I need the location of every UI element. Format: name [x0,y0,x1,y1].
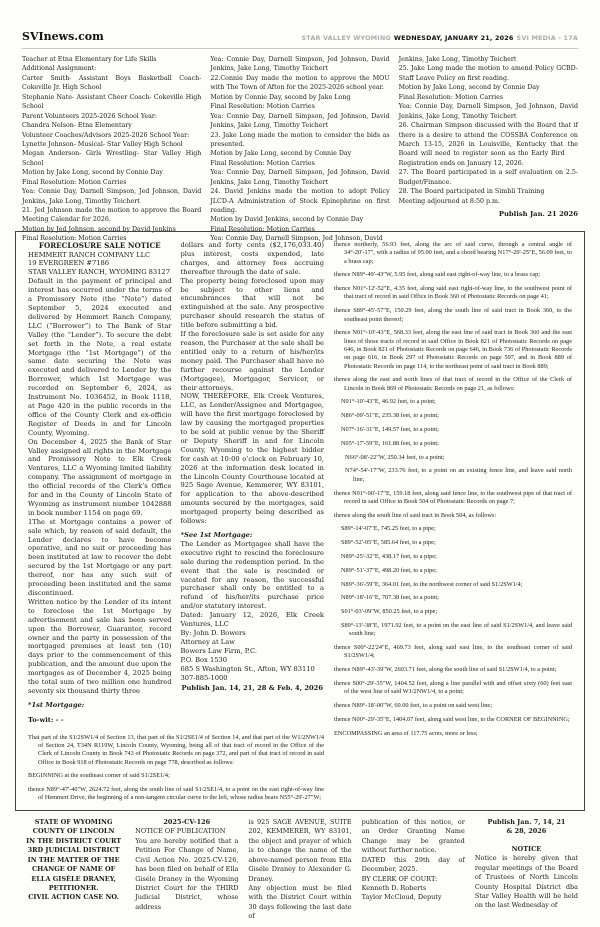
text-line: Final Resolution: Motion Carries [210,159,315,167]
text-line: Final Resolution: Motion Carries [210,225,315,233]
text-line: 24. David Jenkins made the motion to adopt Policy JLCD-A Administration of Stock Epinephrine on first reading. [210,188,390,214]
text-line: STATE OF WYOMING [34,818,113,826]
text-line: N89°-25'-32"E, 438.17 feet, to a pipe; [341,553,437,561]
text-line: BY CLERK OF COURT: [361,874,438,883]
text-line: thence N89°-49'-43"W, 5.95 feet, along said east right-of-way line, to a brass cap; [334,271,541,279]
text-line: Publish Jan. 14, 21, 28 & Feb. 4, 2026 [181,684,323,693]
text-line: N07°-16'-31"E, 149.57 feet, to a point; [341,426,439,434]
text-line: Publish Jan. 21 2026 [498,210,578,218]
text-line: S89°-13'-38"E, 1971.92 feet, to a point on the east line of said S1/2SW1/4, and leave said south line; [341,622,572,638]
text-line: The property being foreclosed upon may be subject to other liens and encumbrances that will not be extinguished at the sale. Any prospective purchaser should research the status of title before submitting a bid. [180,276,324,330]
text-line: Yea: Connie Day, Darnell Simpson, Jed Johnson, David Jenkins, Jake Long, Timothy Teichert [210,112,390,130]
minutes-column-1 [22,55,201,244]
text-line: Final Resolution: Motion Carries [210,103,315,111]
text-line: PETITIONER. [48,883,99,892]
text-line: thence along the east and north lines of that tract of record in the Office of the Clerk of Lincoln in Book 869 of Photostatic Records on page 21, as follows: [334,376,572,392]
text-line: N66°-08'-22"W, 250.34 feet, to a point; [345,453,445,461]
name-change-column-3 [248,818,351,922]
text-line: Final Resolution: Motion Carries [22,178,127,186]
text-line: S89°-52'-05"E, 585.64 feet, to a pipe; [341,539,436,547]
text-line: NOTICE [511,844,542,853]
text-line: thence N01°-00'-17"E, 159.18 feet, along said fence line, to the southwest pipe of that tract of record in said Office in Book 504 of Photostatic Records on page 7; [334,489,572,505]
text-line: The Lender as Mortgagee shall have the executive right to rescind the foreclosure sale during the redemption period. In the event that the sale is rescinded or vacated for any reason, the successful purchaser shall only be entitled to a refund of his/her/its purchase price and/or statutory interest. [180,539,324,611]
text-line: 2025-CV-126 [163,818,211,826]
text-line: publication of this notice, or an Order Granting Name Change may be granted without further notice. [361,818,465,855]
legal-description-intro [28,734,324,809]
dateline-media: SVI MEDIA - 17A [516,34,578,42]
text-line: thence N89°-43'-39"W, 2603.71 feet, along the south line of said S1/2SW1/4, to a point; [334,666,557,674]
text-line: Meeting adjourned at 8:50 p.m. [398,197,501,205]
text-line: Parent Volunteers 2025-2026 School Year: [22,112,158,120]
text-line: 23. Jake Long made the motion to consider the bids as presented. [210,131,390,148]
text-line: thence N01°-12'-52"E, 4.35 feet, along said east right-of-way line, to the southwest point of that tract of record in said Office in Book 360 of Photostatic Records on page 41; [334,285,572,301]
text-line: Publish Jan. 7, 14, 21 [487,818,566,826]
text-line: thence S89°-45'-57"E, 150.29 feet, along the south line of said tract in Book 360, to the southeast point thereof; [334,307,572,323]
text-line: Notice is hereby given that regular meetings of the Board of Trustees of North Lincoln County Hospital District dba Star Valley Health will be held on the last Wednesday of [474,854,579,910]
text-line: Final Resolution: Motion Carries [398,93,504,101]
dateline [298,34,578,42]
text-line: CHANGE OF NAME OF [31,865,116,874]
court-caption-column [22,818,125,922]
text-line: Motion by Jake Long, second by Connie Day [398,84,540,92]
foreclosure-left-half [28,241,324,801]
text-line: Default in the payment of principal and interest has occurred under the terms of a Promissory Note (the “Note”) dated September 5, 2024 executed and delivered by Hemmert Ranch Company, LLC (“Borrower”) to The Bank of Star Valley (the “Lender”). To secure the debt set forth in the Note, a real estate Mortgage (the “1st Mortgage”) of the same date securing the Note was executed and delivered to Lender by the Borrower, which 1st Mortgage was recorded on September 6, 2024, as Instrument No. 1036452, in Book 1118, at Page 420 in the public records in the office of the County Clerk and ex-officio Register of Deeds in and for Lincoln County, Wyoming. [28,277,172,437]
foreclosure-text-columns [28,241,324,725]
text-line: Yea: Connie Day, Darnell Simpson, Jed Johnson, David Jenkins, Jake Long, Timothy Teichert [22,188,202,205]
text-line: 26. Chairman Simpson discussed with the Board that if there is a desire to attend the COSSBA Conference on March 13-15, 2026 in Louisville, Kentucky that the Board will need to register soon as the Early Bird Registration ends on January 12, 2026. [398,122,578,167]
foreclosure-column-1-text [28,251,172,725]
text-line: thence N89°-18'-00"W, 60.00 feet, to a point on said west line; [334,702,492,710]
text-line: dollars and forty cents ($2,176,033.40) plus interest, costs expended, late charges, and attorney fees accruing thereafter through the date of sale. [180,241,324,276]
name-change-column-2 [135,818,238,922]
text-line: Teacher at Etna Elementary for Life Skills [22,56,157,63]
text-line: 685 S Washington St., Afton, WY 83110 [180,664,315,673]
text-line: thence N89°-47'-40"W, 2624.72 feet, along the south line of said S1/2SE1/4, to a point on the east right-of-way line of Hemmert Drive, the beginning of a non-tangent circular curve to the left, whose radius bears N55°-29'-27"W; [28,786,324,802]
text-line: Stephanie Nate- Assistant Cheer Coach- Cokeville High School [22,93,202,111]
text-line: 25. Jake Long made the motion to amend Policy GCBD-Staff Leave Policy on first reading. [398,65,578,82]
text-line: N05°-17'-59"E, 161.88 feet, to a point; [341,439,439,447]
foreclosure-column-1 [28,241,172,725]
bottom-notices-section [22,818,578,922]
text-line: DATED this 29th day of December, 2025. [361,855,465,874]
text-line: Motion by Jake Long, second by Connie Day [22,169,163,177]
text-line: S01°-03'-09"W, 850.25 feet, to a pipe; [341,608,438,616]
text-line: STAR VALLEY RANCH, WYOMING 83127 [28,268,170,277]
text-line: Yea: Connie Day, Darnell Simpson, Jed Johnson, David Jenkins, Jake Long, Timothy Teichert [398,103,578,120]
text-line: & 28, 2026 [506,827,547,836]
text-line: is 925 SAGE AVENUE, SUITE 202, KEMMERER, WY 83101, the object and prayer of which is to change the name of the above-named person from Ella Giséle Draney to Alexander G. Draney. [248,818,352,883]
text-line: IN THE MATTER OF THE [27,855,120,864]
page-header [22,30,578,49]
text-line: thence northerly, 56.93 feet, along the arc of said curve, through a central angle of 34°-20'-17", with a radius of 95.00 feet, and a chord bearing N17°-20'-25"E, 56.09 feet, to a brass cap; [334,241,572,265]
hospital-notice-column [475,818,578,922]
text-line: 22.Connie Day made the motion to approve the MOU with The Town of Afton for the 2025-2026 school year. [210,74,390,92]
text-line: CIVIL ACTION CASE NO. [28,893,119,902]
legal-description-courses [334,241,572,801]
minutes-column-2 [210,55,389,244]
text-line: Motion by Connie Day, second by Jake Long [210,93,351,101]
text-line: Bowers Law Firm, P.C. [180,646,257,655]
text-line: 28. The Board participated in Simbli Training [398,188,545,196]
text-line: P.O. Box 1530 [180,655,227,664]
text-line: Dated: January 12, 2026, Elk Creek Ventures, LLC [180,611,324,629]
name-change-column-4 [362,818,465,922]
text-line: That part of the S1/2SW1/4 of Section 13, that part of the S1/2SE1/4 of Section 14, and that part of the W1/2NW1/4 of Section 24, T34N R119W, Lincoln County, Wyoming, being all of that tract of record in the Office of the Clerk of Lincoln County in Book 743 of Photostatic Records on page 372, and part of that tract of record in said Office in Book 918 of Photostatic Records on page 778, described as follows: [28,733,324,766]
text-line: N01°-10'-43"E, 46.92 feet, to a point; [341,398,436,406]
text-line: 3RD JUDICIAL DISTRICT [27,846,120,855]
text-line: Carter Smith- Assistant Boys Basketball Coach- Cokeville Jr. High School [22,74,202,92]
text-line: thence S00°-22'24"E, 469.73 feet, along said east line, to the southeast corner of said S1/2SW1/4; [334,644,572,660]
text-line: N74°-54'-17"W, 233.76 feet, to a point on an existing fence line, and leave said north line; [345,467,572,483]
text-line: Lynette Johnson- Musical- Star Valley High School [22,140,183,148]
text-line: Yea: Connie Day, Darnell Simpson, Jed Johnson, David Jenkins, Jake Long, Timothy Teichert [210,56,390,73]
foreclosure-notice-box [15,231,585,811]
text-line: *See 1st Mortgage: [180,531,253,539]
text-line: 21. Jed Johnson made the motion to approve the Board Meeting Calendar for 2026. [22,207,202,224]
text-line: Taylor McCloud, Deputy [361,893,442,902]
text-line: N89°-36'-59"E, 364.01 feet, to the northwest corner of said S1/2SW1/4; [341,580,523,588]
text-line: Motion by Jake Long, second by Connie Day [210,150,352,158]
text-line: NOW, THEREFORE, Elk Creek Ventures, LLC, as Lender/Assignee and Mortgagee, will have the first mortgage foreclosed by law by causing the mortgaged properties to be sold at public venue by the Sheriff or Deputy Sheriff in and for Lincoln County, Wyoming to the highest bidder for cash at 10:00 o’clock on February 10, 2026 at the information desk located in the Lincoln County Courthouse located at 925 Sage Avenue, Kemmerer, WY 83101, for application to the above-described amounts secured by the mortgages, said mortgaged property being described as follows: [180,392,324,526]
text-line: Yea: Connie Day, Darnell Simpson, Jed Johnson, David [210,235,383,243]
text-line: You are hereby notified that a Petition For Change of Name, Civil Action No. 2025-CV-126, has been filed on behalf of Ella Giséle Draney in the Wyoming District Court for the THIRD Judicial District, whose address [135,836,239,911]
text-line: To-wit: - - [28,715,64,724]
foreclosure-title: FORECLOSURE SALE NOTICE [38,241,161,250]
text-line: thence S00°-29'-35"W, 1404.52 feet, along a line parallel with and offset sixty (60) feet east of the west line of said W1/2NW1/4, to a point; [334,679,572,696]
board-minutes-section [22,55,578,244]
text-line: Motion by David Jenkins, second by Connie Day [210,216,364,224]
text-line: Motion by Jed Johnson, second by David Jenkins [22,225,176,233]
minutes-column-3 [399,55,578,244]
text-line: Megan Anderson- Girls Wrestling- Star Valley High School [22,150,202,167]
text-line: 19 EVERGREEN #7186 [28,259,110,268]
text-line: Yea: Connie Day, Darnell Simpson, Jed Johnson, David Jenkins, Jake Long, Timothy Teichert [210,169,390,186]
text-line: thence along the south line of said tract in Book 504, as follows: [334,511,497,519]
text-line: Written notice by the Lender of its intent to foreclose the 1st Mortgage by advertisement and sale has been served upon the Borrower, Guarantor, record owner and the party in possession of the mortgaged premises at least ten (10) days prior to the commencement of this publication, and the amount due upon the mortgages as of December 4, 2025 being the total sum of two million one hundred seventy six thousand thirty three [28,597,172,695]
text-line: 1The st Mortgage contains a power of sale which, by reason of said default, the Lender declares to have become operative, and no suit or proceeding has been instituted at law to recover the debt secured by the 1st Mortgage or any part thereof, nor has any such suit of proceeding been instituted and the same discontinued. [28,517,172,598]
text-line: Additional Assignment: [22,65,97,73]
text-line: Final Resolution: Motion Carries [22,235,127,243]
text-line: N86°-09'-51"E, 235.38 feet, to a point; [341,412,439,420]
text-line: S89°-14'-07"E, 745.25 feet, to a pipe; [341,525,436,533]
text-line: ELLA GISÉLE DRANEY, [31,874,116,883]
dateline-date: WEDNESDAY, JANUARY 21, 2026 [393,34,514,42]
text-line: 307-885-1000 [180,673,228,682]
foreclosure-column-2 [181,241,325,725]
text-line: IN THE DISTRICT COURT [26,836,122,845]
text-line: HEMMERT RANCH COMPANY LLC [28,250,151,259]
text-line: BEGINNING at the southeast corner of said S1/2SE1/4; [28,772,170,780]
text-line: N89°-51'-37"E, 498.20 feet, to a pipe; [341,566,437,574]
text-line: Chandra Nelson- Etna Elementary [22,122,132,130]
text-line: By: John D. Bowers [180,628,246,637]
text-line: 27. The Board participated in a self evaluation on 2.5-Budget/Finance. [398,169,578,186]
text-line: Jenkins, Jake Long, Timothy Teichert [398,56,517,63]
text-line: Attorney at Law [180,637,235,646]
text-line: Kenneth D. Roberts [361,883,427,892]
text-line: Any objection must be filed with the District Court within 30 days following the last date of [248,883,352,921]
text-line: N89°-18'-16"E, 707.38 feet, to a point; [341,594,439,602]
text-line: COUNTY OF LINCOLN [32,827,115,836]
text-line: thence N00°-29'-35"E, 1404.07 feet, along said west line, to the CORNER OF BEGINNING; [334,715,570,723]
text-line: On December 4, 2025 the Bank of Star Valley assigned all rights in the Mortgage and Promissory Note to Elk Creek Ventures, LLC a Wyoming limited liability company. The assignment of mortgage in the official records of the Clerk’s Office for and in the County of Lincoln State of Wyoming as instrument number 1042888 in book number 1154 on page 69. [28,437,172,517]
text-line: If the foreclosure sale is set aside for any reason, the Purchaser at the sale shall be entitled only to a return of his/her/its money paid. The Purchaser shall have no further recourse against the Lender (Mortgagee), Mortgagor, Servicer, or their attorneys. [180,330,324,392]
text-line: *1st Mortgage: [28,700,85,709]
text-line: ENCOMPASSING an area of 117.75 acres, more or less; [334,729,478,737]
text-line: NOTICE OF PUBLICATION [135,827,226,836]
masthead: SVInews.com [22,30,104,43]
dateline-location: STAR VALLEY WYOMING [301,34,391,42]
text-line: thence N01°-10'-43"E, 568.33 feet, along the east line of said tract in Book 360 and the east lines of those tracts of record in said Office in Book 821 of Photostatic Records on page 646, in Book 821 of Photostatic Records on page 646, in Book 736 of Photostatic Records on page 616, in Book 297 of Photostatic Records on page 597, and in Book 889 of Photostatic Records on page 114, to the northeast point of said tract in Book 889; [334,329,572,370]
text-line: Volunteer Coaches/Advisors 2025-2026 School Year: [22,131,190,139]
